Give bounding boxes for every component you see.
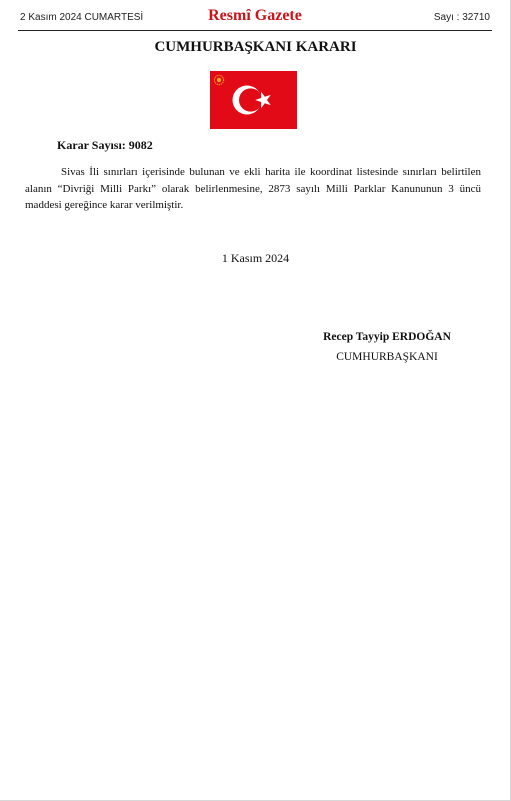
- decree-body: Sivas İli sınırları içerisinde bulunan ve ekli harita ile koordinat listesinde sınırları belirtilen alanın “Divriği Milli Parkı” olarak belirlenmesine, 2873 sayılı Milli Parklar Kanununun 3 üncü maddesi gereğince karar verilmiştir.: [25, 166, 481, 211]
- issue-number: Sayı : 32710: [433, 12, 490, 23]
- decree-number: Karar Sayısı: 9082: [57, 138, 153, 152]
- signer-title: CUMHURBAŞKANI: [336, 351, 438, 363]
- turkish-flag-icon: [210, 71, 297, 129]
- decree-title: CUMHURBAŞKANI KARARI: [154, 39, 357, 55]
- decree-date: 1 Kasım 2024: [221, 251, 290, 265]
- gazette-name: Resmî Gazete: [208, 7, 302, 24]
- issue-date: 2 Kasım 2024 CUMARTESİ: [20, 12, 144, 23]
- gazette-masthead: [18, 6, 492, 31]
- signer-name: Recep Tayyip ERDOĞAN: [323, 331, 451, 343]
